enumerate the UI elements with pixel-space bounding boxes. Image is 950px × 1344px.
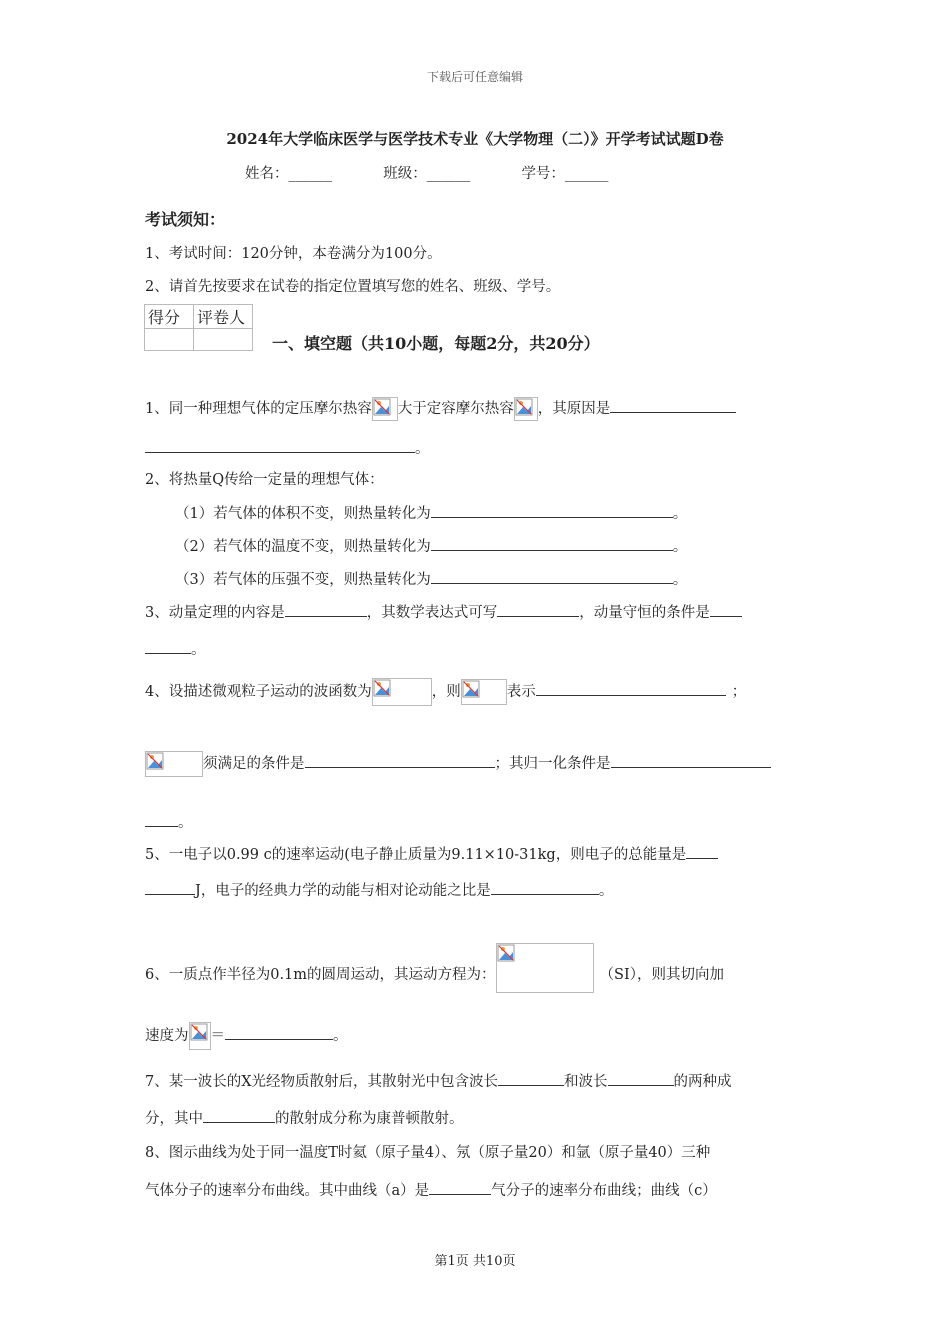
question-1-cont: 。 <box>145 437 430 458</box>
answer-blank <box>431 503 673 518</box>
question-3-cont: 。 <box>145 638 206 659</box>
notice-item: 1、考试时间：120分钟，本卷满分为100分。 <box>145 246 442 262</box>
answer-blank <box>498 1071 564 1086</box>
question-7-cont: 分，其中 的散射成分称为康普顿散射。 <box>145 1107 464 1128</box>
broken-image-icon <box>372 397 398 421</box>
question-2: 2、将热量Q传给一定量的理想气体： <box>145 472 384 488</box>
answer-blank <box>608 1071 674 1086</box>
answer-blank <box>225 1025 333 1040</box>
answer-blank <box>429 1180 491 1195</box>
answer-blank <box>710 602 742 617</box>
broken-image-icon <box>496 943 594 993</box>
section-title: 一、填空题（共10小题，每题2分，共20分） <box>272 334 600 353</box>
answer-blank <box>611 753 771 768</box>
question-8: 8、图示曲线为处于同一温度T时氦（原子量4）、氖（原子量20）和氩（原子量40）三种 <box>145 1145 711 1161</box>
answer-blank <box>491 880 599 895</box>
page-footer: 第1页 共10页 <box>434 1254 516 1269</box>
score-cell <box>145 329 194 351</box>
grader-header: 评卷人 <box>194 305 253 329</box>
class-field: 班级：______ <box>383 166 471 182</box>
answer-blank <box>203 1108 275 1123</box>
question-2-sub: （2）若气体的温度不变，则热量转化为 。 <box>175 535 687 556</box>
broken-image-icon <box>461 679 507 705</box>
question-5: 5、一电子以0.99 c的速率运动(电子静止质量为9.11×10-31kg，则电子的总能量是 <box>145 843 718 864</box>
score-header: 得分 <box>145 305 194 329</box>
notice-item: 2、请首先按要求在试卷的指定位置填写您的姓名、班级、学号。 <box>145 279 561 295</box>
grader-cell <box>194 329 253 351</box>
answer-blank <box>431 569 673 584</box>
question-4: 4、设描述微观粒子运动的波函数为 ，则 表示 ； <box>145 678 746 706</box>
notice-heading: 考试须知： <box>145 210 226 229</box>
question-8-cont: 气体分子的速率分布曲线。其中曲线（a）是 气分子的速率分布曲线；曲线（c） <box>145 1179 717 1200</box>
question-6-cont: 速度为 ＝ 。 <box>145 1022 348 1050</box>
answer-blank <box>536 681 726 696</box>
answer-blank <box>145 438 415 453</box>
answer-blank <box>431 536 673 551</box>
student-info <box>245 162 608 183</box>
answer-blank <box>145 880 195 895</box>
answer-blank <box>285 602 367 617</box>
question-6: 6、一质点作半径为0.1m的圆周运动，其运动方程为： （SI），则其切向加 <box>145 943 724 993</box>
broken-image-icon <box>145 751 203 777</box>
broken-image-icon <box>514 397 538 421</box>
broken-image-icon <box>372 678 432 706</box>
score-table <box>144 304 253 351</box>
answer-blank <box>497 602 579 617</box>
question-2-sub: （1）若气体的体积不变，则热量转化为 。 <box>175 502 687 523</box>
answer-blank <box>686 844 718 859</box>
answer-blank <box>145 639 191 654</box>
answer-blank <box>305 753 495 768</box>
question-1: 1、同一种理想气体的定压摩尔热容 大于定容摩尔热容 ，其原因是 <box>145 397 736 421</box>
question-2-sub: （3）若气体的压强不变，则热量转化为 。 <box>175 568 687 589</box>
question-4-cont: 须满足的条件是 ；其归一化条件是 <box>145 751 771 777</box>
question-5-cont: J，电子的经典力学的动能与相对论动能之比是 。 <box>145 879 613 900</box>
answer-blank <box>610 398 736 413</box>
name-field: 姓名：______ <box>245 166 332 182</box>
question-4-end: 。 <box>145 811 193 832</box>
answer-blank <box>145 812 178 827</box>
page-header: 下载后可任意编辑 <box>426 70 523 84</box>
exam-title: 2024年大学临床医学与医学技术专业《大学物理（二）》开学考试试题D卷 <box>226 130 724 148</box>
question-7: 7、某一波长的X光经物质散射后，其散射光中包含波长 和波长 的两种成 <box>145 1070 732 1091</box>
broken-image-icon <box>189 1022 211 1050</box>
id-field: 学号：______ <box>521 166 609 182</box>
question-3: 3、动量定理的内容是 ，其数学表达式可写 ，动量守恒的条件是 <box>145 601 742 622</box>
